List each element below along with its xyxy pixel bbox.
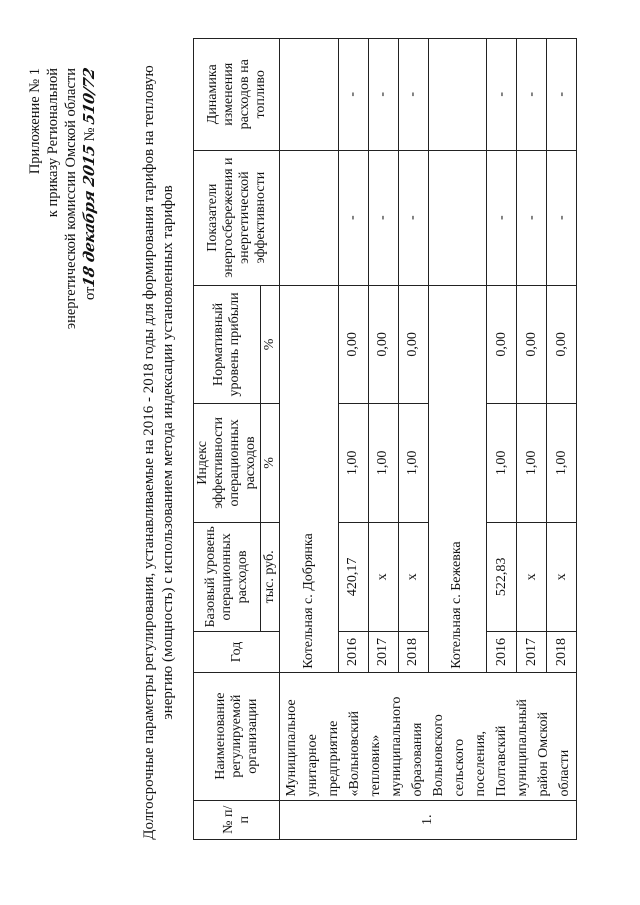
cell-profit: 0,00 [398, 285, 428, 403]
section-row-dobryanka [280, 39, 339, 840]
unit-base: тыс. руб. [261, 522, 280, 632]
section-title: Котельная с. Добрянка [280, 285, 339, 672]
table-header-row [194, 39, 261, 840]
unit-profit: % [261, 285, 280, 403]
title-line-2: энергию (мощность) с использованием метода индексации установленных тарифов [160, 185, 176, 720]
document-title [140, 0, 178, 905]
cell-dynamics: - [338, 39, 368, 151]
handwritten-date: 18 декабря 2015 [80, 143, 98, 289]
header-year: Год [194, 632, 280, 673]
header-base: Базовый уровень операционных расходов [194, 522, 261, 632]
cell-base: х [398, 522, 428, 632]
section-empty-cell [280, 150, 339, 285]
cell-year: 2018 [547, 632, 577, 673]
cell-year: 2016 [487, 632, 517, 673]
cell-base: 522,83 [487, 522, 517, 632]
cell-index: 1,00 [338, 404, 368, 522]
cell-energy: - [517, 150, 547, 285]
header-org: Наименование регулируемой организации [194, 672, 280, 800]
number-prefix: № [82, 127, 98, 142]
org-number: 1. [280, 800, 577, 839]
date-prefix: от [82, 286, 98, 301]
parameters-table [193, 38, 577, 840]
cell-year: 2017 [517, 632, 547, 673]
header-profit: Нормативный уровень прибыли [194, 285, 261, 403]
header-energy: Показатели энергосбережения и энергетической эффективности [194, 150, 280, 285]
cell-index: 1,00 [487, 404, 517, 522]
section-title: Котельная с. Бежевка [428, 285, 487, 672]
cell-index: 1,00 [547, 404, 577, 522]
cell-year: 2016 [338, 632, 368, 673]
cell-energy: - [338, 150, 368, 285]
cell-year: 2018 [398, 632, 428, 673]
cell-index: 1,00 [517, 404, 547, 522]
cell-index: 1,00 [398, 404, 428, 522]
header-index: Индекс эффективности операционных расходов [194, 404, 261, 522]
title-line-1: Долгосрочные параметры регулирования, устанавливаемые на 2016 - 2018 годы для формирования тарифов на тепловую [141, 65, 157, 840]
cell-energy: - [398, 150, 428, 285]
cell-profit: 0,00 [547, 285, 577, 403]
cell-year: 2017 [368, 632, 398, 673]
cell-dynamics: - [368, 39, 398, 151]
cell-profit: 0,00 [517, 285, 547, 403]
order-reference: к приказу Региональной [45, 68, 61, 218]
cell-base: х [368, 522, 398, 632]
header-num: № п/п [194, 800, 280, 839]
section-empty-cell [428, 39, 487, 151]
cell-energy: - [487, 150, 517, 285]
cell-dynamics: - [398, 39, 428, 151]
cell-base: 420,17 [338, 522, 368, 632]
cell-energy: - [368, 150, 398, 285]
org-name: Муниципальное унитарное предприятие «Вольновский тепловик» муниципального образования Вольновского сельского поселения, Полтавский муниципальный район Омской области [280, 672, 577, 800]
cell-base: х [517, 522, 547, 632]
cell-profit: 0,00 [338, 285, 368, 403]
header-dynamics: Динамика изменения расходов на топливо [194, 39, 280, 151]
cell-dynamics: - [547, 39, 577, 151]
section-empty-cell [280, 39, 339, 151]
cell-profit: 0,00 [487, 285, 517, 403]
cell-base: х [547, 522, 577, 632]
cell-index: 1,00 [368, 404, 398, 522]
section-empty-cell [428, 150, 487, 285]
order-date-line [80, 68, 99, 329]
unit-index: % [261, 404, 280, 522]
appendix-number: Приложение № 1 [27, 68, 43, 175]
cell-dynamics: - [487, 39, 517, 151]
appendix-header [26, 68, 99, 329]
cell-energy: - [547, 150, 577, 285]
cell-profit: 0,00 [368, 285, 398, 403]
handwritten-number: 510/72 [80, 66, 98, 126]
cell-dynamics: - [517, 39, 547, 151]
commission-name: энергетической комиссии Омской области [63, 68, 79, 330]
